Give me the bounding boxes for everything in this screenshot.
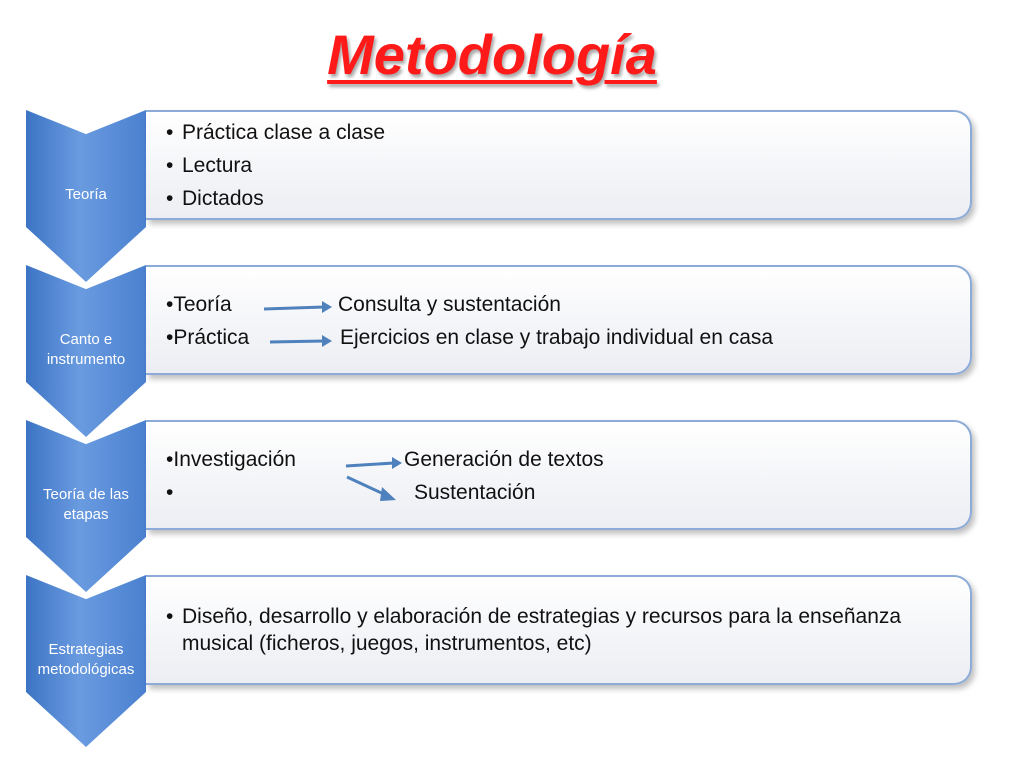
page-title: Metodología bbox=[327, 23, 657, 86]
chevron-label-etapas: Teoría de las etapas bbox=[43, 486, 129, 523]
list-item: • Dictados bbox=[166, 187, 264, 210]
list-item: •Investigación bbox=[166, 448, 296, 471]
diagonal-arrow-icon bbox=[344, 474, 400, 504]
right-arrow-icon bbox=[344, 455, 404, 471]
list-item: • Práctica clase a clase bbox=[166, 121, 386, 144]
right-arrow-icon bbox=[262, 299, 334, 315]
list-item: • Lectura bbox=[166, 154, 253, 177]
list-item-right: Ejercicios en clase y trabajo individual en casa bbox=[340, 326, 774, 349]
chevron-label-estrategias: Estrategias metodológicas bbox=[37, 641, 135, 678]
right-arrow-icon bbox=[268, 332, 334, 348]
list-item-right: Generación de textos bbox=[404, 448, 604, 471]
list-item-right: Sustentación bbox=[414, 481, 536, 504]
list-item-right: Consulta y sustentación bbox=[338, 293, 561, 316]
list-item: • bbox=[166, 481, 174, 504]
list-item: •Práctica bbox=[166, 326, 250, 349]
estrategias-text: • Diseño, desarrollo y elaboración de estrategias y recursos para la enseñanza musical (ficheros, juegos, instrumentos, etc) bbox=[166, 605, 902, 655]
chevron-label-teoria: Teoría bbox=[65, 186, 107, 203]
etapas-list bbox=[166, 443, 966, 513]
chevron-label-canto: Canto e instrumento bbox=[46, 331, 126, 368]
list-item: •Teoría bbox=[166, 293, 232, 316]
teoria-list bbox=[166, 116, 385, 215]
